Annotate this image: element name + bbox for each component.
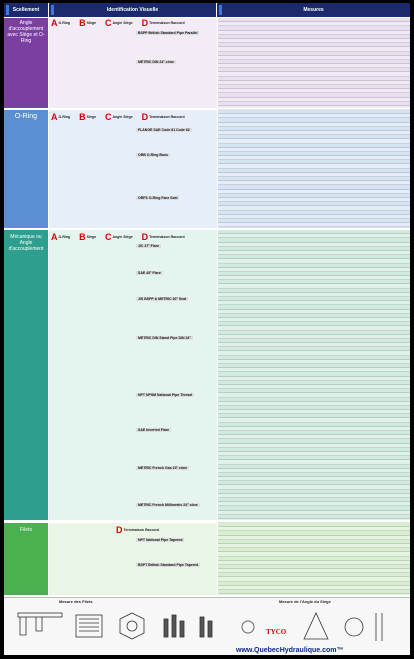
header-visual	[49, 3, 216, 17]
header-measures	[217, 3, 410, 17]
logo-circle-icon	[242, 621, 254, 633]
header-measures-label: Mesures	[303, 7, 324, 13]
fitting-orfs-label: ORFS O-Ring Face Seal	[138, 196, 178, 200]
letter-d: D	[116, 524, 123, 535]
label-a: O-Ring	[58, 115, 71, 119]
letter-b: B	[79, 111, 86, 122]
label-d: Terminaison Raccord	[123, 528, 160, 532]
fitting-bspt-label: BSPT British Standard Pipe Tapered	[138, 563, 199, 567]
letter-b: B	[79, 231, 86, 242]
section4-table	[218, 523, 410, 595]
section2-abcd-row	[51, 112, 194, 122]
fitting-npt2-label: NPT National Pipe Tapered	[138, 538, 183, 542]
section2-panel	[4, 110, 48, 228]
caliper-icon	[18, 613, 62, 635]
header-seal	[4, 3, 48, 17]
fitting-jic-label: JIC 37° Flare	[138, 244, 160, 248]
section2-table	[218, 110, 410, 228]
fitting-orb-label: ORB O-Ring Boss	[138, 153, 168, 157]
letter-c: C	[105, 231, 112, 242]
section1-panel	[4, 18, 48, 108]
section3-visual-bg	[49, 230, 217, 520]
letter-b: B	[79, 17, 86, 28]
header-marker-icon	[219, 5, 222, 15]
fitting-flange-label: FLANGE SAE Code 61 Code 62	[138, 128, 190, 132]
header-visual-label: Identification Visuelle	[106, 7, 159, 13]
brand-tyco: TYCO	[266, 628, 287, 636]
header-marker-icon	[6, 5, 9, 15]
letter-a: A	[51, 17, 58, 28]
header-marker-icon	[51, 5, 54, 15]
letter-a: A	[51, 231, 58, 242]
letter-d: D	[141, 231, 149, 242]
section3-table	[218, 230, 410, 520]
section4-panel	[4, 523, 48, 595]
label-c: Angle Siège	[112, 235, 133, 239]
fitting-npt-label: NPT NPSM National Pipe Thread	[138, 393, 192, 397]
section4-d-row	[116, 525, 168, 535]
section1-title: Angle d'accouplement avec Siège et O-Ring	[7, 20, 45, 44]
label-a: O-Ring	[58, 21, 71, 25]
fitting-jis-label: JIS BSPP & METRIC 30° Seat	[138, 297, 187, 301]
label-a: O-Ring	[58, 235, 71, 239]
website-url: www.QuebecHydraulique.com™	[236, 647, 344, 654]
thread-gauge-icon	[76, 615, 102, 637]
gauge-set-icon	[164, 615, 212, 637]
letter-a: A	[51, 111, 58, 122]
label-d: Terminaison Raccord	[149, 115, 185, 119]
fitting-metric4-label: METRIC French Millimetric 24° cône	[138, 503, 198, 507]
tools-illustration	[4, 605, 410, 649]
fitting-metric2-label: METRIC DIN Stand Pipe DIN 24°	[138, 336, 191, 340]
letter-c: C	[105, 17, 112, 28]
section3-title: Mécanique ou Angle d'accouplement	[8, 234, 44, 252]
label-c: Angle Siège	[112, 21, 133, 25]
section1-table	[218, 18, 410, 108]
letter-d: D	[141, 17, 149, 28]
fitting-sae45-label: SAE 45° Flare	[138, 271, 161, 275]
thread-measure-title: Mesure des Filets	[59, 599, 93, 604]
header-seal-label: Scellement	[12, 7, 40, 13]
section3-panel	[4, 230, 48, 520]
section4-title: Filets	[20, 527, 32, 533]
fitting-metric1-label: METRIC DIN 24° cône	[138, 60, 174, 64]
letter-c: C	[105, 111, 112, 122]
section3-abcd-row	[51, 232, 194, 242]
seat-angle-gauge-icon	[304, 613, 382, 641]
label-b: Siège	[86, 235, 97, 239]
section2-title: O-Ring	[14, 113, 38, 120]
section2-visual-bg	[49, 110, 217, 228]
label-d: Terminaison Raccord	[149, 21, 185, 25]
fitting-bspp-label: BSPP British Standard Pipe Parallel	[138, 31, 198, 35]
letter-d: D	[141, 111, 149, 122]
fitting-sae-inverted-label: SAE Inverted Flare	[138, 428, 170, 432]
section1-abcd-row	[51, 18, 194, 28]
reference-poster	[4, 3, 410, 655]
nut-icon	[120, 613, 144, 639]
label-b: Siège	[86, 21, 97, 25]
seat-angle-measure-title: Mesure de l'Angle du Siège	[279, 599, 331, 604]
label-b: Siège	[86, 115, 97, 119]
label-d: Terminaison Raccord	[149, 235, 185, 239]
fitting-metric3-label: METRIC French Gas 24° cône	[138, 466, 188, 470]
label-c: Angle Siège	[112, 115, 133, 119]
